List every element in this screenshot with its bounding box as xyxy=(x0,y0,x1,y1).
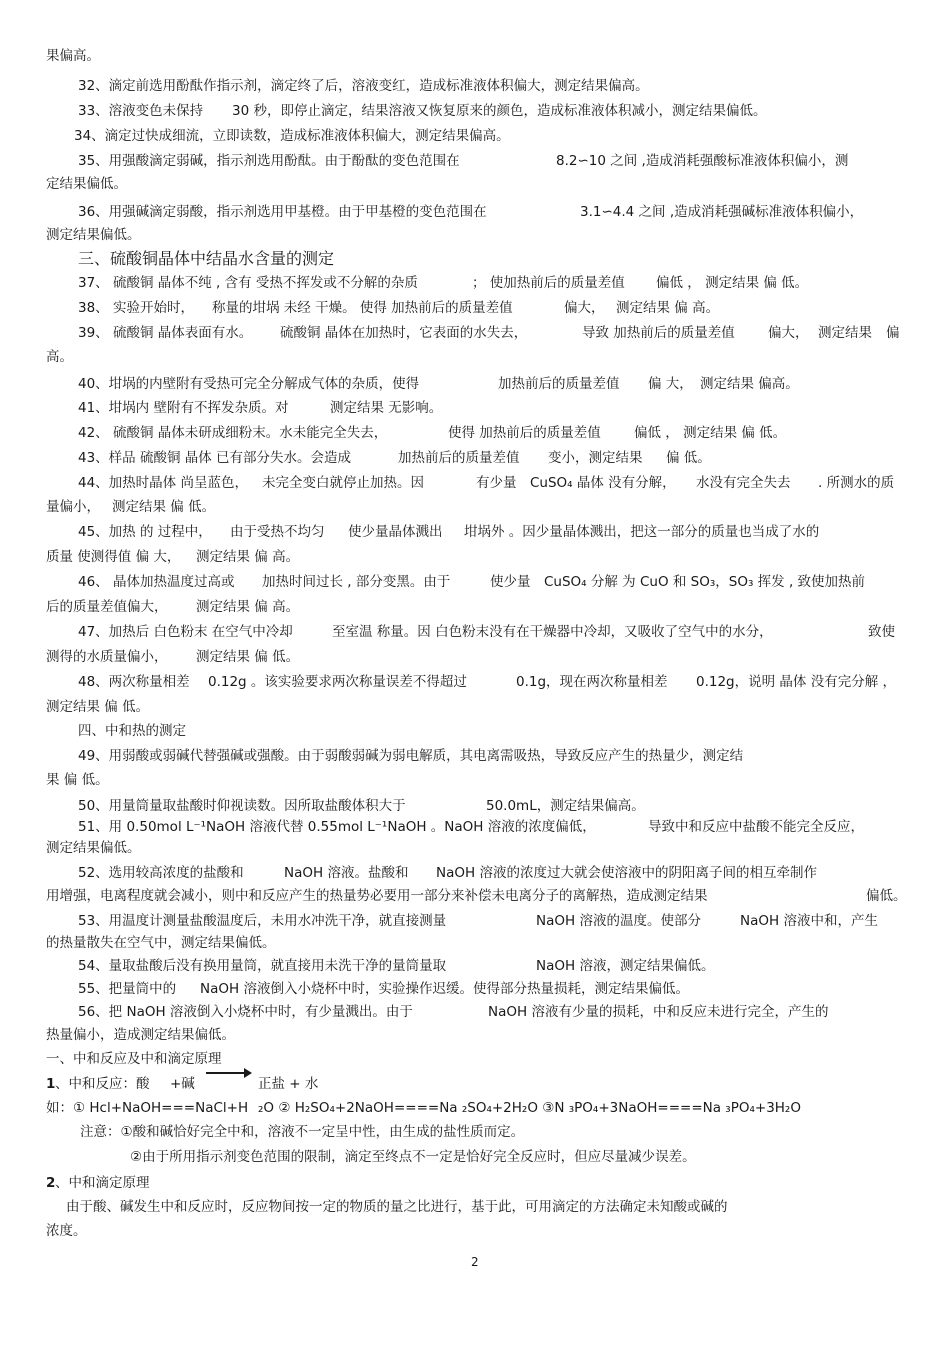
text-segment: 浓度。 xyxy=(46,1223,87,1239)
text-segment: 50、用量筒量取盐酸时仰视读数。因所取盐酸体积大于 xyxy=(78,798,406,814)
text-segment: 有少量 xyxy=(476,475,517,491)
text-segment: 由于酸、碱发生中和反应时，反应物间按一定的物质的量之比进行，基于此，可用滴定的方法确定未知酸或碱的 xyxy=(66,1199,728,1215)
text-line xyxy=(0,296,950,320)
text-line xyxy=(0,570,950,594)
text-line xyxy=(0,1195,950,1219)
text-segment: 34、滴定过快成细流，立即读数，造成标准液体积偏大，测定结果偏高。 xyxy=(74,128,510,144)
text-segment: 高。 xyxy=(46,349,73,365)
text-segment: NaOH 溶液倒入小烧杯中时，实验操作迟缓。使得部分热量损耗，测定结果偏低。 xyxy=(200,981,689,997)
text-segment: CuSO₄ 晶体 没有分解， xyxy=(530,475,676,491)
text-segment: 、中和滴定原理 xyxy=(55,1175,150,1191)
text-segment: 8.2∽10 之间 ,造成消耗强酸标准液体积偏小，测 xyxy=(556,153,849,169)
text-segment: 后的质量差值偏大， xyxy=(46,599,168,615)
text-line xyxy=(0,645,950,669)
text-segment: 四、中和热的测定 xyxy=(78,723,186,739)
text-segment: 一、中和反应及中和滴定原理 xyxy=(46,1051,222,1067)
text-segment: 导致中和反应中盐酸不能完全反应， xyxy=(648,819,864,835)
text-line xyxy=(0,719,950,743)
text-segment: 测定结果偏低。 xyxy=(46,840,141,856)
text-segment: 热量偏小，造成测定结果偏低。 xyxy=(46,1027,235,1043)
text-segment: 量偏小， xyxy=(46,499,100,515)
text-segment: ②由于所用指示剂变色范围的限制，滴定至终点不一定是恰好完全反应时，但应尽量减少误差。 xyxy=(130,1149,696,1165)
text-segment: ； 使加热前后的质量差值 xyxy=(472,275,625,291)
text-segment: 偏低 ， 测定结果 偏 低。 xyxy=(634,425,787,441)
text-segment: 0.12g 。该实验要求两次称量误差不得超过 xyxy=(208,674,467,690)
text-segment: 46、 晶体加热温度过高或 xyxy=(78,574,235,590)
text-segment: NaOH 溶液的温度。使部分 xyxy=(536,913,701,929)
text-line xyxy=(0,977,950,1001)
text-segment: 53、用温度计测量盐酸温度后，未用水冲洗干净，就直接测量 xyxy=(78,913,447,929)
text-line xyxy=(0,1120,950,1144)
text-segment: 偏大， xyxy=(768,325,809,341)
text-segment: 47、加热后 白色粉末 在空气中冷却 xyxy=(78,624,293,640)
text-segment: 3.1∽4.4 之间 ,造成消耗强碱标准液体积偏小， xyxy=(580,204,864,220)
text-segment: 52、选用较高浓度的盐酸和 xyxy=(78,865,244,881)
text-segment: 加热前后的质量差值 xyxy=(398,450,520,466)
text-segment: 测得的水质量偏小， xyxy=(46,649,168,665)
text-segment: 48、两次称量相差 xyxy=(78,674,190,690)
text-segment: 使少量 xyxy=(490,574,531,590)
text-segment: 41、坩埚内 壁附有不挥发杂质。对 xyxy=(78,400,289,416)
text-line xyxy=(0,1023,950,1047)
text-segment: 测定结果 偏 低。 xyxy=(46,699,150,715)
text-segment: 定结果偏低。 xyxy=(46,176,127,192)
text-segment: 偏低 ， 测定结果 偏 低。 xyxy=(656,275,809,291)
text-segment: 质量 使测得值 偏 大， xyxy=(46,549,181,565)
text-segment: 注意：①酸和碱恰好完全中和，溶液不一定呈中性，由生成的盐性质而定。 xyxy=(80,1124,525,1140)
text-line xyxy=(0,1096,950,1120)
text-segment: ₂O ② H₂SO₄+2NaOH====Na ₂SO₄+2H₂O ③N ₃PO₄+3NaOH====Na ₃PO₄+3H₂O xyxy=(258,1100,801,1116)
text-line xyxy=(0,768,950,792)
text-segment: 加热前后的质量差值 xyxy=(498,376,620,392)
text-segment: 测定结果 偏 高。 xyxy=(196,549,300,565)
text-line xyxy=(0,620,950,644)
page-number-line xyxy=(0,1250,950,1274)
text-segment: 偏大， xyxy=(564,300,605,316)
text-line xyxy=(0,446,950,470)
text-line xyxy=(0,421,950,445)
text-segment: 测定结果 xyxy=(818,325,872,341)
text-line xyxy=(0,321,950,345)
text-segment: 偏 大， xyxy=(648,376,693,392)
text-segment: 测定结果 偏 高。 xyxy=(196,599,300,615)
text-segment: 称量的坩埚 未经 干燥。 使得 加热前后的质量差值 xyxy=(212,300,513,316)
text-segment: 36、用强碱滴定弱酸，指示剂选用甲基橙。由于甲基橙的变色范围在 xyxy=(78,204,487,220)
text-segment: 如：① Hcl+NaOH===NaCl+H xyxy=(46,1100,249,1116)
text-segment: 偏 低。 xyxy=(666,450,711,466)
text-segment: 32、滴定前选用酚酞作指示剂，滴定终了后，溶液变红，造成标准液体积偏大，测定结果偏高。 xyxy=(78,78,649,94)
text-line xyxy=(0,396,950,420)
text-segment: 45、加热 的 过程中， xyxy=(78,524,212,540)
text-segment: 、中和反应：酸 xyxy=(55,1076,150,1092)
text-segment: 37、 硫酸铜 晶体不纯 , 含有 受热不挥发或不分解的杂质 xyxy=(78,275,418,291)
text-segment: 38、 实验开始时， xyxy=(78,300,194,316)
text-segment: NaOH 溶液，测定结果偏低。 xyxy=(536,958,715,974)
text-line xyxy=(0,884,950,908)
text-segment: . 所测水的质 xyxy=(818,475,895,491)
text-segment: 测定结果 偏 低。 xyxy=(196,649,300,665)
text-segment: 0.1g，现在两次称量相差 xyxy=(516,674,668,690)
text-line xyxy=(0,345,950,369)
text-segment: 49、用弱酸或弱碱代替强碱或强酸。由于弱酸弱碱为弱电解质，其电离需吸热，导致反应产生的热量少，测定结 xyxy=(78,748,744,764)
text-line xyxy=(0,74,950,98)
text-segment: 44、加热时晶体 尚呈蓝色， xyxy=(78,475,248,491)
text-segment: 55、把量筒中的 xyxy=(78,981,177,997)
text-segment: NaOH 溶液中和，产生 xyxy=(740,913,878,929)
text-line xyxy=(0,172,950,196)
text-line xyxy=(0,836,950,860)
text-segment: 39、 硫酸铜 晶体表面有水。 xyxy=(78,325,253,341)
reaction-arrow-icon xyxy=(206,1072,250,1074)
text-segment: 果 偏 低。 xyxy=(46,772,109,788)
text-segment: 水没有完全失去 xyxy=(696,475,791,491)
text-segment: 未完全变白就停止加热。因 xyxy=(262,475,424,491)
text-line xyxy=(0,124,950,148)
text-segment: 致使 xyxy=(868,624,895,640)
text-segment: 使少量晶体溅出 xyxy=(348,524,443,540)
text-line xyxy=(0,931,950,955)
text-line xyxy=(0,595,950,619)
text-line xyxy=(0,271,950,295)
text-line xyxy=(0,99,950,123)
text-segment: 2 xyxy=(46,1175,56,1191)
text-segment: 坩埚外 。因少量晶体溅出，把这一部分的质量也当成了水的 xyxy=(464,524,820,540)
text-segment: 51、用 0.50mol L⁻¹NaOH 溶液代替 0.55mol L⁻¹NaOH 。NaOH 溶液的浓度偏低， xyxy=(78,819,596,835)
text-segment: 至室温 称量。因 白色粉末没有在干燥器中冷却，又吸收了空气中的水分， xyxy=(332,624,773,640)
text-segment: 变小，测定结果 xyxy=(548,450,643,466)
text-line xyxy=(0,695,950,719)
text-segment: 测定结果 无影响。 xyxy=(330,400,443,416)
text-segment: 1 xyxy=(46,1076,56,1092)
text-segment: 56、把 NaOH 溶液倒入小烧杯中时，有少量溅出。由于 xyxy=(78,1004,413,1020)
text-line xyxy=(0,149,950,173)
text-line xyxy=(0,1072,950,1096)
text-line xyxy=(0,223,950,247)
text-segment: 测定结果 偏高。 xyxy=(700,376,799,392)
text-line xyxy=(0,44,950,68)
text-segment: 用增强，电离程度就会减小，则中和反应产生的热量势必要用一部分来补偿未电离分子的离解热，造成测定结果 xyxy=(46,888,708,904)
text-line xyxy=(0,670,950,694)
text-segment: 导致 加热前后的质量差值 xyxy=(582,325,735,341)
text-line xyxy=(0,372,950,396)
text-line xyxy=(0,520,950,544)
text-segment: 偏低。 xyxy=(866,888,907,904)
text-segment: 偏 xyxy=(886,325,900,341)
text-segment: NaOH 溶液。盐酸和 xyxy=(284,865,409,881)
text-segment: 测定结果偏低。 xyxy=(46,227,141,243)
text-line xyxy=(0,861,950,885)
text-segment: 50.0mL，测定结果偏高。 xyxy=(486,798,645,814)
text-line xyxy=(0,247,950,271)
text-segment: 三、硫酸铜晶体中结晶水含量的测定 xyxy=(78,249,335,268)
page-number: 2 xyxy=(471,1255,479,1269)
text-segment: 33、溶液变色未保持 xyxy=(78,103,204,119)
text-segment: 正盐 + 水 xyxy=(258,1076,319,1092)
text-line xyxy=(0,1047,950,1071)
text-line xyxy=(0,909,950,933)
text-segment: 的热量散失在空气中，测定结果偏低。 xyxy=(46,935,276,951)
text-segment: 果偏高。 xyxy=(46,48,100,64)
text-segment: NaOH 溶液的浓度过大就会使溶液中的阴阳离子间的相互牵制作 xyxy=(436,865,817,881)
text-segment: 测定结果 偏 低。 xyxy=(112,499,216,515)
text-line xyxy=(0,471,950,495)
text-segment: 由于受热不均匀 xyxy=(230,524,325,540)
text-line xyxy=(0,1145,950,1169)
text-segment: 硫酸铜 晶体在加热时，它表面的水失去， xyxy=(280,325,528,341)
text-segment: +碱 xyxy=(170,1076,195,1092)
text-line xyxy=(0,1000,950,1024)
text-line xyxy=(0,1171,950,1195)
text-segment: 54、量取盐酸后没有换用量筒，就直接用未洗干净的量筒量取 xyxy=(78,958,447,974)
text-segment: 40、坩埚的内壁附有受热可完全分解成气体的杂质，使得 xyxy=(78,376,420,392)
text-segment: 35、用强酸滴定弱碱，指示剂选用酚酞。由于酚酞的变色范围在 xyxy=(78,153,460,169)
text-segment: 加热时间过长 , 部分变黑。由于 xyxy=(262,574,451,590)
text-segment: 使得 加热前后的质量差值 xyxy=(448,425,601,441)
text-segment: 42、 硫酸铜 晶体未研成细粉末。水未能完全失去， xyxy=(78,425,388,441)
text-line xyxy=(0,545,950,569)
text-line xyxy=(0,495,950,519)
text-segment: 30 秒，即停止滴定，结果溶液又恢复原来的颜色，造成标准液体积减小，测定结果偏低。 xyxy=(232,103,767,119)
text-segment: 测定结果 偏 高。 xyxy=(616,300,720,316)
text-segment: 43、样品 硫酸铜 晶体 已有部分失水。会造成 xyxy=(78,450,352,466)
text-segment: NaOH 溶液有少量的损耗，中和反应未进行完全，产生的 xyxy=(488,1004,829,1020)
text-segment: 0.12g，说明 晶体 没有完分解 ， xyxy=(696,674,897,690)
text-line xyxy=(0,200,950,224)
text-segment: CuSO₄ 分解 为 CuO 和 SO₃，SO₃ 挥发 , 致使加热前 xyxy=(544,574,866,590)
text-line xyxy=(0,1219,950,1243)
text-line xyxy=(0,744,950,768)
text-line xyxy=(0,954,950,978)
